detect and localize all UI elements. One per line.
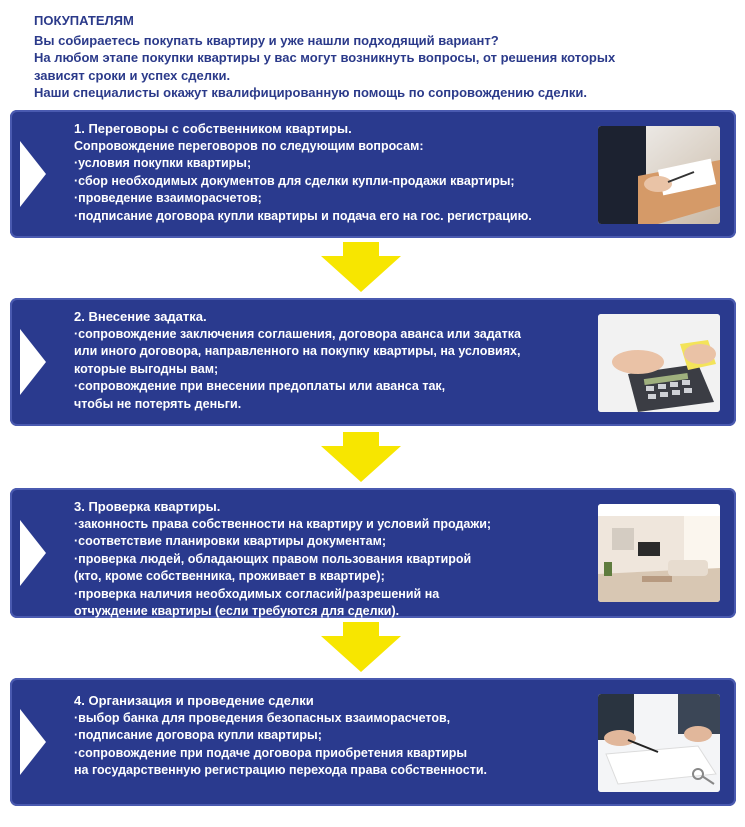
intro-line: На любом этапе покупки квартиры у вас могут возникнуть вопросы, от решения которых [34,50,616,65]
step-line: Сопровождение переговоров по следующим вопросам: [74,138,424,153]
step-3-panel [10,488,736,618]
step-line: ·выбор банка для проведения безопасных взаиморасчетов, [74,710,451,725]
step-line: ·условия покупки квартиры; [74,156,252,170]
step-line: отчуждение квартиры (если требуются для сделки). [74,604,400,618]
arrow-down-icon [321,432,401,482]
step-line: ·подписание договора купли квартиры и подача его на гос. регистрацию. [74,208,532,223]
step-line: чтобы не потерять деньги. [74,396,242,411]
step-line: на государственную регистрацию перехода права собственности. [74,763,487,777]
step-line: ·проведение взаиморасчетов; [74,191,262,205]
step-title: 1. Переговоры с собственником квартиры. [74,121,352,136]
chevron-right-icon [20,141,46,207]
intro-line: Наши специалисты окажут квалифицированную помощь по сопровождению сделки. [34,85,587,100]
chevron-right-icon [20,709,46,775]
step-line: ·подписание договора купли квартиры; [74,728,322,742]
step-line: ·законность права собственности на квартиру и условий продажи; [74,516,492,531]
intro-block [34,12,714,102]
step-title: 3. Проверка квартиры. [74,499,221,514]
arrow-down-icon [321,622,401,672]
step-line: ·проверка наличия необходимых согласий/разрешений на [74,586,440,601]
arrow-down-icon [321,242,401,292]
intro-line: Вы собираетесь покупать квартиру и уже нашли подходящий вариант? [34,32,499,48]
step-4-panel [10,678,736,806]
step-title: 2. Внесение задатка. [74,309,207,324]
step-line: (кто, кроме собственника, проживает в квартире); [74,569,385,583]
chevron-right-icon [20,329,46,395]
step-line: ·сбор необходимых документов для сделки купли-продажи квартиры; [74,173,515,188]
signing-contract-photo [598,126,720,224]
step-1-panel [10,110,736,238]
living-room-photo [598,504,720,602]
step-line: ·соответствие планировки квартиры документам; [74,534,387,548]
calculator-photo [598,314,720,412]
step-2-panel [10,298,736,426]
step-line: или иного договора, направленного на покупку квартиры, на условиях, [74,344,521,358]
step-line: которые выгодны вам; [74,361,219,376]
handshake-keys-photo [598,694,720,792]
chevron-right-icon [20,520,46,586]
step-line: ·проверка людей, обладающих правом пользования квартирой [74,551,472,566]
step-title: 4. Организация и проведение сделки [74,693,314,708]
page-heading: ПОКУПАТЕЛЯМ [34,13,134,28]
step-line: ·сопровождение при внесении предоплаты или аванса так, [74,379,446,393]
step-line: ·сопровождение заключения соглашения, договора аванса или задатка [74,326,521,341]
intro-line: зависят сроки и успех сделки. [34,67,231,83]
step-line: ·сопровождение при подаче договора приобретения квартиры [74,745,468,760]
